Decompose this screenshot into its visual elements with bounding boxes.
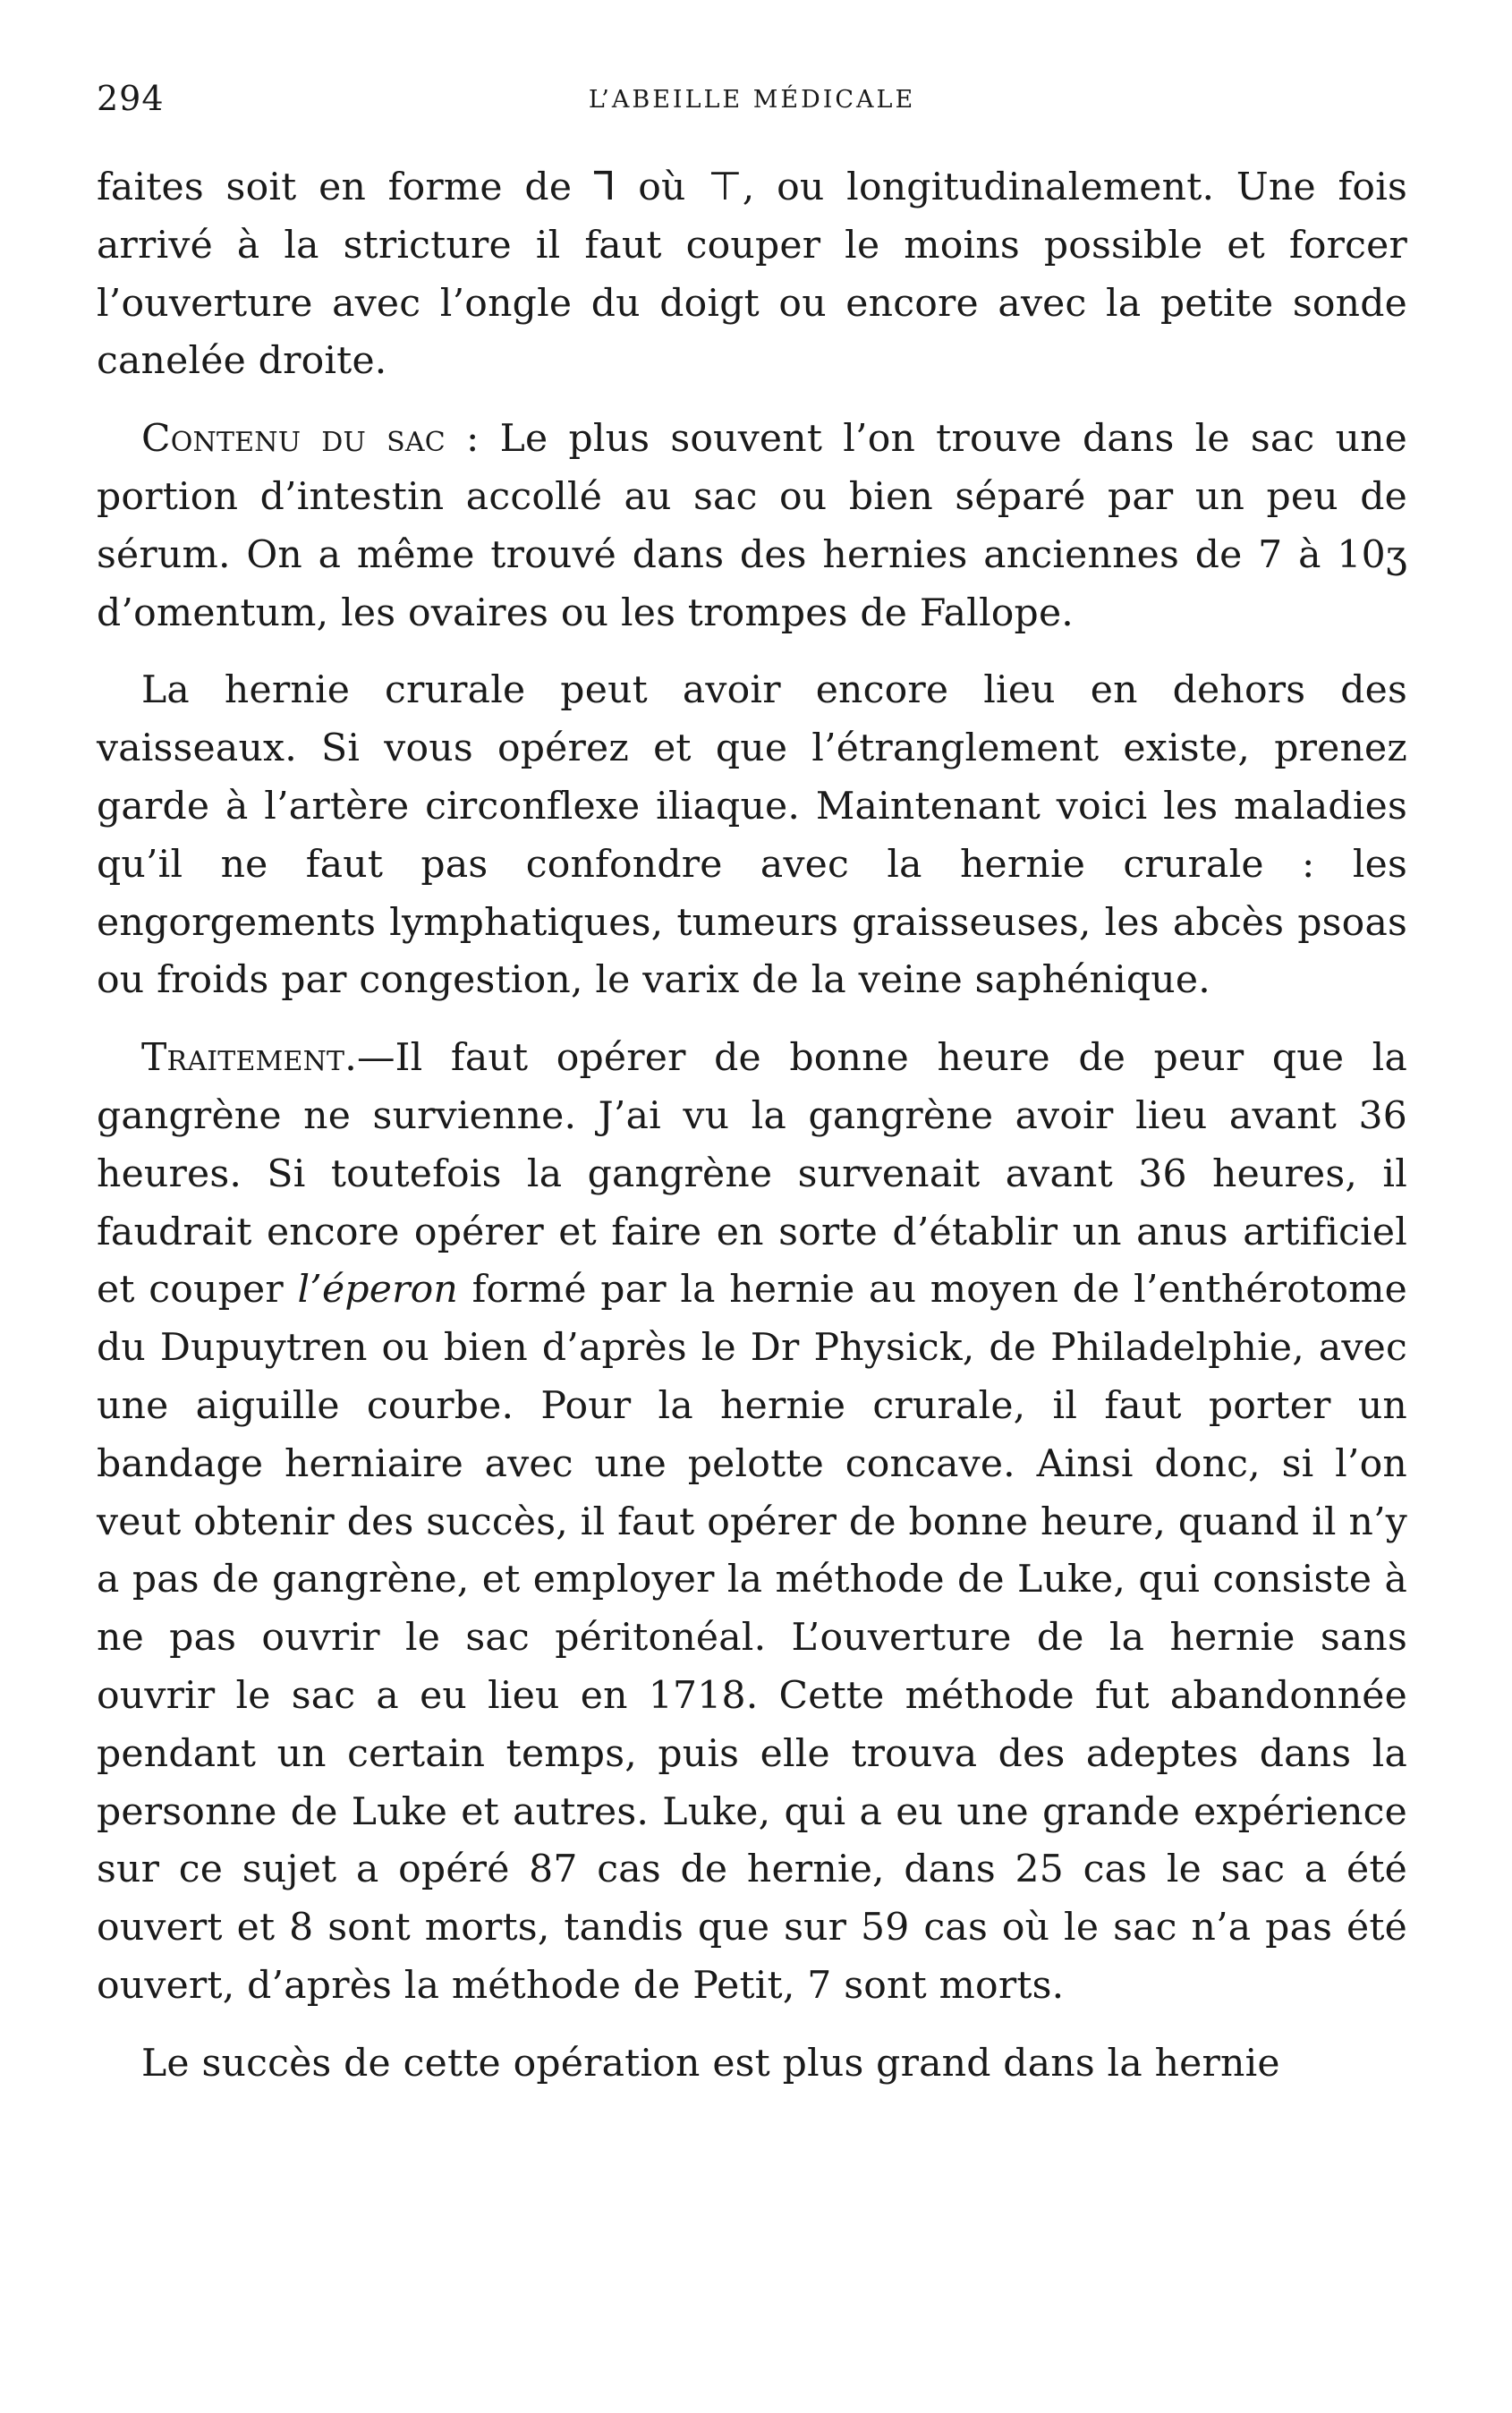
body-text	[97, 159, 1407, 2094]
italic-term: l’éperon	[297, 1268, 458, 1313]
paragraph-text: La hernie crurale peut avoir encore lieu en dehors des vaisseaux. Si vous opérez et que l’étranglement existe, prenez garde à l’artère circonflexe iliaque. Maintenant voici les maladies qu’il ne faut pas confondre avec la hernie crurale : les engorgements lymphatiques, tumeurs graisseuses, les abcès psoas ou froids par congestion, le varix de la veine saphénique.	[97, 668, 1407, 1003]
paragraph-traitement	[97, 1030, 1407, 2016]
paragraph-continuation	[97, 2035, 1407, 2094]
paragraph-hernie-crurale	[97, 662, 1407, 1010]
page-number: 294	[97, 79, 165, 118]
section-lead: Contenu du sac :	[141, 417, 480, 462]
paragraph-text: —Il faut opérer de bonne heure de peur que la gangrène ne survienne. J’ai vu la gangrène avoir lieu avant 36 heures. Si toutefois la gangrène survenait avant 36 heures, il faudrait encore opérer et faire en sorte d’établir un anus artificiel et couper	[97, 1036, 1407, 1313]
paragraph-text: , ou longitudinalement. Une fois arrivé à la stricture il faut couper le moins possible et forcer l’ouverture avec l’ongle du doigt ou encore avec la petite sonde canelée droite.	[97, 166, 1407, 384]
running-head	[97, 79, 1407, 132]
incision-shape-glyph: ⊤	[708, 164, 743, 209]
page	[97, 79, 1407, 2113]
journal-title: L’ABEILLE MÉDICALE	[588, 86, 916, 114]
section-lead: Traitement.	[141, 1036, 357, 1081]
incision-shape-glyph: ⅂	[593, 164, 616, 209]
paragraph-contenu-du-sac	[97, 411, 1407, 642]
paragraph-text: formé par la hernie au moyen de l’enthérotome du Dupuytren ou bien d’après le Dr Physick, de Philadelphie, avec une aiguille courbe. Pour la hernie crurale, il faut porter un bandage herniaire avec une pelotte concave. Ainsi donc, si l’on veut obtenir des succès, il faut opérer de bonne heure, quand il n’y a pas de gangrène, et employer la méthode de Luke, qui consiste à ne pas ouvrir le sac péritonéal. L’ouverture de la hernie sans ouvrir le sac a eu lieu en 1718. Cette méthode fut abandonnée pendant un certain temps, puis elle trouva des adeptes dans la personne de Luke et autres. Luke, qui a eu une grande expérience sur ce sujet a opéré 87 cas de hernie, dans 25 cas le sac a été ouvert et 8 sont morts, tandis que sur 59 cas où le sac n’a pas été ouvert, d’après la méthode de Petit, 7 sont morts.	[97, 1268, 1408, 2008]
paragraph-text: où	[616, 166, 709, 209]
paragraph-text: faites soit en forme de	[97, 166, 594, 209]
paragraph-text: Le plus souvent l’on trouve dans le sac une portion d’intestin accollé au sac ou bien séparé par un peu de sérum. On a même trouvé dans des hernies anciennes de 7 à 10ʒ d’omentum, les ovaires ou les trompes de Fallope.	[97, 417, 1407, 635]
paragraph-text: Le succès de cette opération est plus grand dans la hernie	[141, 2041, 1280, 2086]
paragraph-incision-forms	[97, 159, 1407, 391]
